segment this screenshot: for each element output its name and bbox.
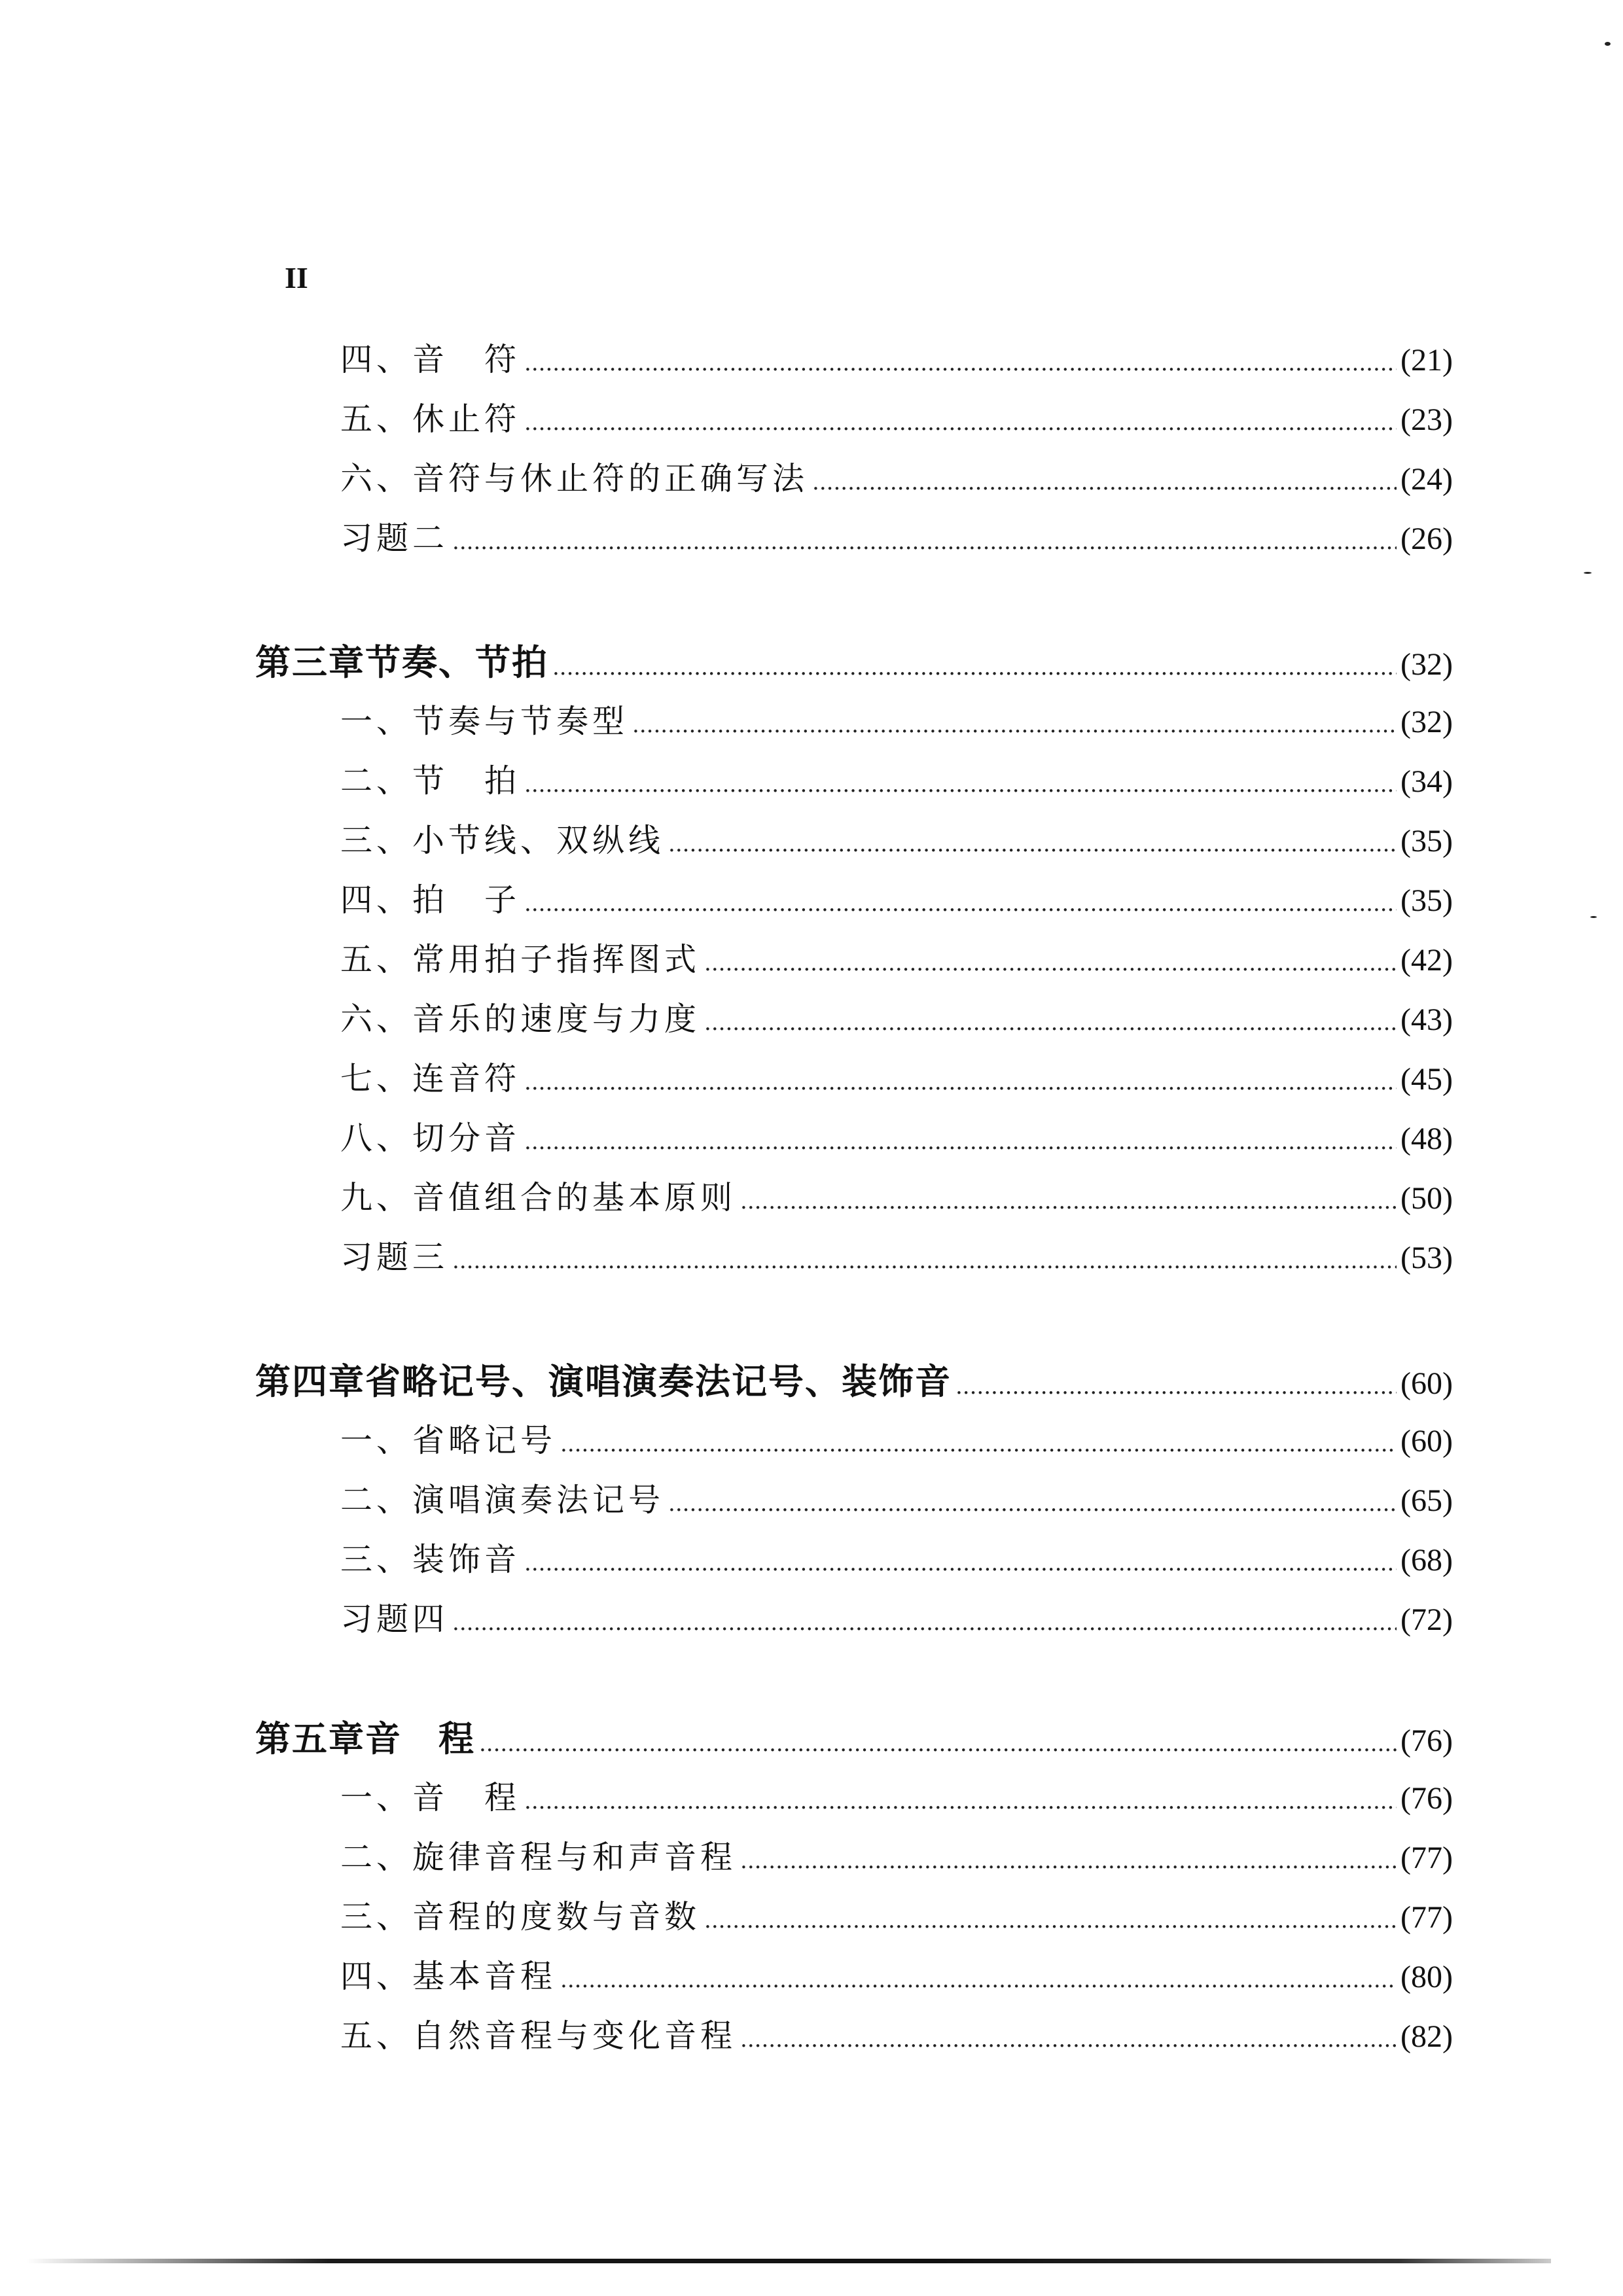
toc-chapter-number: 第五章: [255, 1718, 365, 1759]
toc-entry-title: 演唱演奏法记号: [412, 1481, 665, 1519]
dot-leader: [704, 940, 1397, 986]
toc-entry-number: 二、: [340, 1839, 413, 1876]
toc-entry-title: 常用拍子指挥图式: [412, 941, 701, 978]
toc-entry-title: 旋律音程与和声音程: [412, 1839, 737, 1876]
toc-entry-title: 音 符: [412, 341, 521, 378]
toc-entry-page: (50): [1400, 1181, 1453, 1216]
toc-entry-title: 拍 子: [412, 881, 521, 919]
toc-entry-page: (45): [1400, 1062, 1453, 1097]
toc-entry[interactable]: [340, 397, 1453, 442]
toc-entry[interactable]: [340, 758, 1453, 804]
toc-entry-page: (35): [1400, 883, 1453, 918]
scan-speck: [1590, 916, 1597, 918]
dot-leader: [452, 519, 1397, 565]
toc-entry[interactable]: [340, 1954, 1453, 2000]
toc-entry[interactable]: [340, 1056, 1453, 1102]
dot-leader: [560, 1421, 1397, 1467]
toc-entry-number: 三、: [340, 1898, 413, 1935]
dot-leader: [524, 1540, 1397, 1586]
toc-entry[interactable]: [340, 818, 1453, 864]
toc-entry-page: (32): [1400, 705, 1453, 739]
toc-chapter[interactable]: [255, 1358, 1453, 1404]
toc-chapter[interactable]: [255, 639, 1453, 685]
dot-leader: [812, 459, 1397, 505]
toc-entry-title: 休止符: [412, 400, 521, 438]
dot-leader: [740, 1838, 1397, 1884]
dot-leader: [668, 1481, 1397, 1527]
toc-entry-title: 切分音: [412, 1120, 521, 1157]
toc-entry-page: (21): [1400, 343, 1453, 378]
toc-chapter-title: 音 程: [365, 1718, 475, 1759]
toc-entry-title: 音 程: [412, 1779, 521, 1816]
toc-entry[interactable]: [340, 997, 1453, 1042]
toc-entry[interactable]: [340, 456, 1453, 502]
dot-leader: [740, 2017, 1397, 2062]
toc-entry-page: (77): [1400, 1900, 1453, 1935]
toc-entry-number: 四、: [340, 1958, 413, 1995]
scan-speck: [1584, 572, 1592, 574]
toc-entry-title: 音乐的速度与力度: [412, 1000, 701, 1038]
dot-leader: [452, 1238, 1397, 1284]
toc-entry-number: 五、: [340, 941, 413, 978]
toc-entry-page: (48): [1400, 1122, 1453, 1156]
toc-entry-number: 四、: [340, 881, 413, 919]
toc-entry-number: 七、: [340, 1060, 413, 1097]
toc-entry-page: (23): [1400, 402, 1453, 437]
dot-leader: [668, 821, 1397, 867]
toc-entry-title: 习题二: [340, 520, 449, 557]
toc-entry[interactable]: [340, 1175, 1453, 1221]
toc-entry-page: (80): [1400, 1960, 1453, 1994]
toc-entry-page: (77): [1400, 1841, 1453, 1875]
toc-entry[interactable]: [340, 699, 1453, 745]
toc-entry-title: 连音符: [412, 1060, 521, 1097]
toc-entry-title: 小节线、双纵线: [412, 822, 665, 859]
toc-chapter-title: 节奏、节拍: [365, 641, 548, 683]
toc-entry[interactable]: [340, 877, 1453, 923]
toc-entry-number: 四、: [340, 341, 413, 378]
toc-entry-title: 省略记号: [412, 1422, 557, 1459]
dot-leader: [740, 1178, 1397, 1224]
toc-entry[interactable]: [340, 337, 1453, 383]
dot-leader: [524, 340, 1397, 386]
toc-entry-number: 六、: [340, 1000, 413, 1038]
dot-leader: [524, 400, 1397, 446]
toc-entry[interactable]: [340, 2013, 1453, 2059]
toc-chapter-page: (32): [1400, 647, 1453, 682]
toc-entry[interactable]: [340, 1775, 1453, 1821]
toc-entry[interactable]: [340, 516, 1453, 561]
toc-entry-number: 一、: [340, 1422, 413, 1459]
toc-entry-page: (60): [1400, 1424, 1453, 1458]
scan-speck: [1605, 42, 1611, 46]
toc-chapter-page: (60): [1400, 1366, 1453, 1401]
toc-entry-number: 三、: [340, 1541, 413, 1578]
dot-leader: [452, 1600, 1397, 1646]
toc-entry[interactable]: [340, 1116, 1453, 1161]
dot-leader: [955, 1364, 1397, 1409]
toc-entry-page: (34): [1400, 764, 1453, 799]
toc-entry[interactable]: [340, 1537, 1453, 1583]
toc-entry-page: (42): [1400, 943, 1453, 978]
toc-chapter-number: 第四章: [255, 1360, 365, 1402]
toc-entry-page: (43): [1400, 1002, 1453, 1037]
toc-entry-title: 装饰音: [412, 1541, 521, 1578]
toc-entry[interactable]: [340, 1835, 1453, 1881]
toc-entry-page: (82): [1400, 2019, 1453, 2054]
dot-leader: [524, 1778, 1397, 1824]
toc-entry-page: (35): [1400, 824, 1453, 858]
toc-entry-page: (76): [1400, 1781, 1453, 1816]
dot-leader: [524, 881, 1397, 927]
toc-entry-number: 三、: [340, 822, 413, 859]
toc-entry-page: (72): [1400, 1602, 1453, 1637]
toc-entry-page: (68): [1400, 1543, 1453, 1578]
dot-leader: [552, 645, 1397, 690]
toc-entry-page: (24): [1400, 462, 1453, 497]
dot-leader: [479, 1721, 1397, 1767]
toc-entry-number: 一、: [340, 703, 413, 740]
toc-chapter[interactable]: [255, 1716, 1453, 1761]
toc-entry-title: 节奏与节奏型: [412, 703, 629, 740]
toc-entry-title: 音程的度数与音数: [412, 1898, 701, 1935]
dot-leader: [524, 1059, 1397, 1105]
toc-entry-number: 六、: [340, 460, 413, 497]
toc-entry[interactable]: [340, 937, 1453, 983]
dot-leader: [704, 1898, 1397, 1943]
toc-entry-number: 五、: [340, 400, 413, 438]
toc-entry-title: 习题四: [340, 1600, 449, 1638]
toc-entry-title: 基本音程: [412, 1958, 557, 1995]
dot-leader: [524, 762, 1397, 807]
toc-entry[interactable]: [340, 1235, 1453, 1280]
toc-entry-number: 二、: [340, 762, 413, 800]
page-number: II: [285, 261, 308, 294]
toc-entry-page: (53): [1400, 1241, 1453, 1275]
toc-entry[interactable]: [340, 1418, 1453, 1464]
toc-chapter-number: 第三章: [255, 641, 365, 683]
toc-entry-number: 一、: [340, 1779, 413, 1816]
toc-entry-title: 音符与休止符的正确写法: [412, 460, 809, 497]
toc-entry-title: 节 拍: [412, 762, 521, 800]
dot-leader: [632, 702, 1397, 748]
toc-entry-title: 自然音程与变化音程: [412, 2017, 737, 2055]
toc-entry-number: 二、: [340, 1481, 413, 1519]
toc-entry-number: 九、: [340, 1179, 413, 1216]
toc-entry-number: 五、: [340, 2017, 413, 2055]
toc-entry-page: (65): [1400, 1483, 1453, 1518]
dot-leader: [524, 1119, 1397, 1165]
dot-leader: [560, 1957, 1397, 2003]
toc-entry-page: (26): [1400, 521, 1453, 556]
toc-entry[interactable]: [340, 1894, 1453, 1940]
toc-chapter-title: 省略记号、演唱演奏法记号、装饰音: [365, 1360, 952, 1402]
toc-entry-number: 八、: [340, 1120, 413, 1157]
toc-entry[interactable]: [340, 1597, 1453, 1642]
dot-leader: [704, 1000, 1397, 1046]
bottom-rule: [26, 2259, 1551, 2263]
toc-entry[interactable]: [340, 1477, 1453, 1523]
toc-entry-title: 习题三: [340, 1239, 449, 1276]
toc-entry-title: 音值组合的基本原则: [412, 1179, 737, 1216]
toc-chapter-page: (76): [1400, 1723, 1453, 1758]
